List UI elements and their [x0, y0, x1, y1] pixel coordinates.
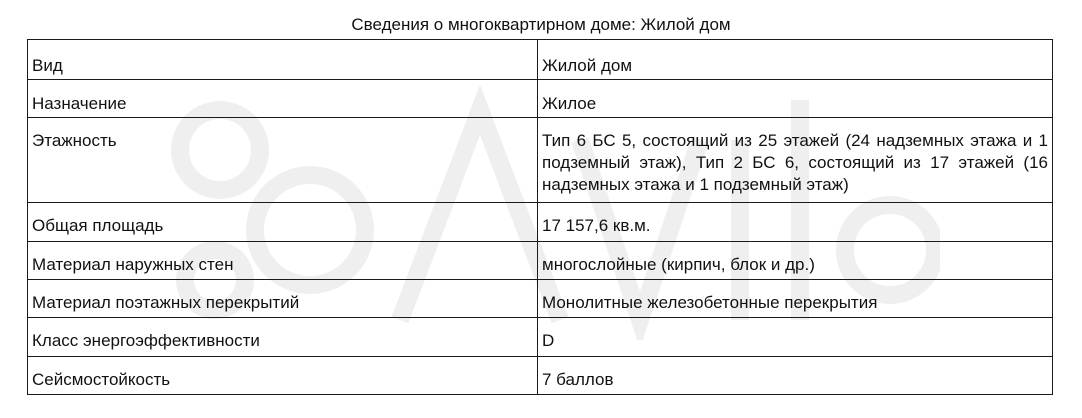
row-value: 17 157,6 кв.м.	[538, 203, 1053, 242]
row-label: Сейсмостойкость	[28, 357, 538, 395]
row-label: Класс энергоэффективности	[28, 318, 538, 357]
row-label: Материал наружных стен	[28, 242, 538, 280]
row-value: 7 баллов	[538, 357, 1053, 395]
table-row	[28, 203, 1053, 242]
row-value: многослойные (кирпич, блок и др.)	[538, 242, 1053, 280]
table-row	[28, 242, 1053, 280]
row-value: Монолитные железобетонные перекрытия	[538, 280, 1053, 318]
row-value: Жилое	[538, 80, 1053, 118]
table-row	[28, 280, 1053, 318]
row-label: Назначение	[28, 80, 538, 118]
row-label: Материал поэтажных перекрытий	[28, 280, 538, 318]
row-label: Этажность	[28, 118, 538, 203]
row-value: Тип 6 БС 5, состоящий из 25 этажей (24 надземных этажа и 1 подземный этаж), Тип 2 БС 6, состоящий из 17 этажей (16 надземных этажа и 1 подземный этаж)	[538, 118, 1053, 203]
row-value: D	[538, 318, 1053, 357]
page-title: Сведения о многоквартирном доме: Жилой дом	[351, 15, 731, 34]
table-row	[28, 40, 1053, 80]
building-info-table	[27, 39, 1053, 395]
table-row	[28, 118, 1053, 203]
row-value: Жилой дом	[538, 40, 1053, 80]
table-row	[28, 357, 1053, 395]
row-label: Вид	[28, 40, 538, 80]
table-row	[28, 80, 1053, 118]
row-label: Общая площадь	[28, 203, 538, 242]
table-row	[28, 318, 1053, 357]
